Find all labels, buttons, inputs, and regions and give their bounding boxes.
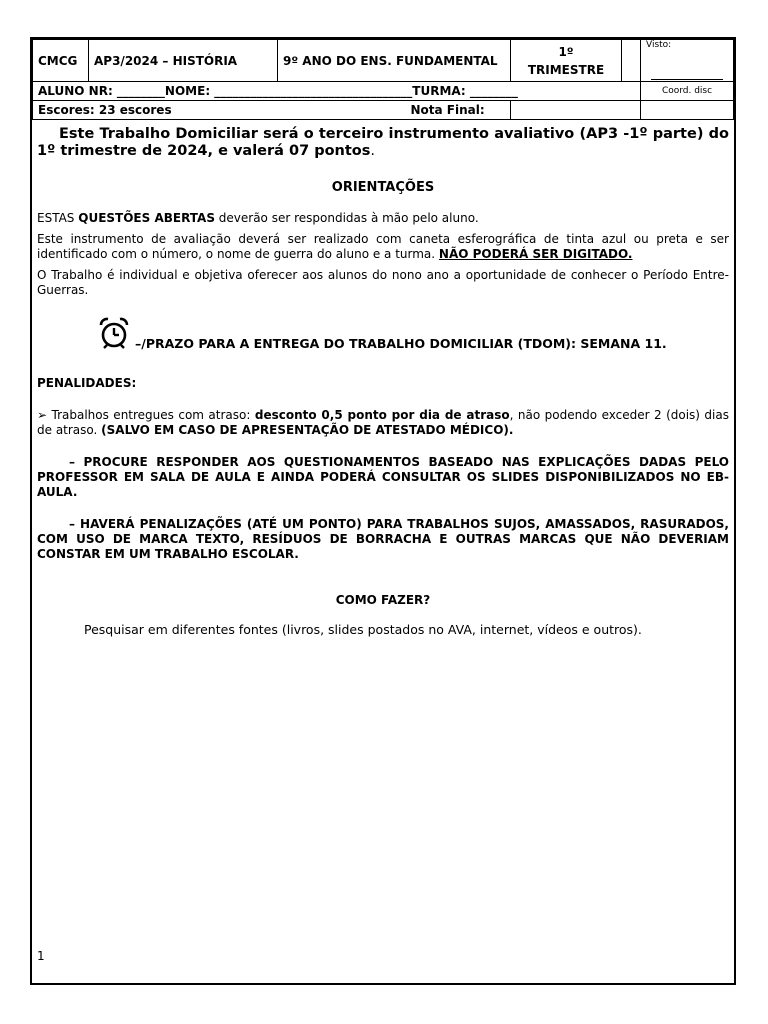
intro-paragraph <box>37 126 729 160</box>
deadline-row <box>37 316 729 356</box>
p2-underline: NÃO PODERÁ SER DIGITADO. <box>438 247 633 261</box>
scores-text: Escores: 23 escores <box>38 103 172 117</box>
student-info-cell <box>33 82 641 101</box>
grade-cell: 9º ANO DO ENS. FUNDAMENTAL <box>278 40 511 82</box>
p2-text: Este instrumento de avaliação deverá ser realizado com caneta esferográfica de tinta azul ou preta e ser identificado com o número, o nome de guerra do aluno e a turma. <box>37 232 729 261</box>
signature-line <box>651 79 723 80</box>
p1-end: deverão ser respondidas à mão pelo aluno. <box>214 211 479 225</box>
penalty-1-start: Trabalhos entregues com atraso: <box>47 408 255 422</box>
intro-period: . <box>370 143 376 159</box>
penalty-item-2: – PROCURE RESPONDER AOS QUESTIONAMENTOS BASEADO NAS EXPLICAÇÕES DADAS PELO PROFESSOR EM SALA DE AULA E AINDA PODERÁ CONSULTAR OS SLIDES DISPONIBILIZADOS NO EB-AULA. <box>37 455 729 499</box>
p1-bold: QUESTÕES ABERTAS <box>78 211 215 225</box>
header-table <box>32 39 734 120</box>
final-grade-value-cell <box>641 101 734 120</box>
penalty-1-end: , não podendo exceder 2 (dois) dias de atraso. <box>37 408 729 437</box>
school-cell: CMCG <box>33 40 89 82</box>
student-name-line: ALUNO NR: ________NOME: _________________________________ <box>38 84 413 98</box>
alarm-clock-icon <box>97 316 131 350</box>
term-label: TRIMESTRE <box>527 62 605 77</box>
document-page <box>30 37 736 985</box>
penalty-item-3: – HAVERÁ PENALIZAÇÕES (ATÉ UM PONTO) PARA TRABALHOS SUJOS, AMASSADOS, RASURADOS, COM USO DE MARCA TEXTO, RESÍDUOS DE BORRACHA E OUTRAS MARCAS QUE NÃO DEVERIAM CONSTAR EM UM TRABALHO ESCOLAR. <box>37 517 729 561</box>
scores-cell <box>33 101 511 120</box>
orientacoes-paragraph-1 <box>37 211 729 226</box>
visto-label: Visto: <box>646 40 672 50</box>
term-cell <box>511 40 622 82</box>
penalidades-title: PENALIDADES: <box>37 376 137 390</box>
orientacoes-paragraph-3: O Trabalho é individual e objetiva oferecer aos alunos do nono ano a oportunidade de conhecer o Período Entre-Guerras. <box>37 268 729 297</box>
class-line: TURMA: ________ <box>412 84 518 98</box>
final-grade-label: Nota Final: <box>410 103 485 117</box>
penalty-1-bold: desconto 0,5 ponto por dia de atraso <box>254 408 510 422</box>
intro-text: Este Trabalho Domiciliar será o terceiro instrumento avaliativo (AP3 -1º parte) do 1º trimestre de 2024, e valerá 07 pontos <box>37 126 729 159</box>
como-fazer-title: COMO FAZER? <box>335 593 431 607</box>
bullet-icon: ➢ <box>37 408 48 422</box>
deadline-text: –/PRAZO PARA A ENTREGA DO TRABALHO DOMICILIAR (TDOM): SEMANA 11. <box>135 336 667 351</box>
page-number: 1 <box>37 949 45 963</box>
visto-cell <box>641 40 734 82</box>
p1-start: ESTAS <box>37 211 79 225</box>
orientacoes-title: ORIENTAÇÕES <box>331 180 435 195</box>
penalty-1-note: (SALVO EM CASO DE APRESENTAÇÃO DE ATESTADO MÉDICO). <box>101 423 514 437</box>
penalty-item-1 <box>37 408 729 438</box>
document-body <box>37 123 729 637</box>
coord-cell: Coord. disc <box>641 82 734 101</box>
como-fazer-text: Pesquisar em diferentes fontes (livros, slides postados no AVA, internet, vídeos e outros). <box>84 622 642 637</box>
orientacoes-paragraph-2 <box>37 232 729 262</box>
term-number: 1º <box>558 44 574 59</box>
blank-cell <box>622 40 641 82</box>
final-grade-cell <box>511 101 641 120</box>
exam-cell: AP3/2024 – HISTÓRIA <box>89 40 278 82</box>
